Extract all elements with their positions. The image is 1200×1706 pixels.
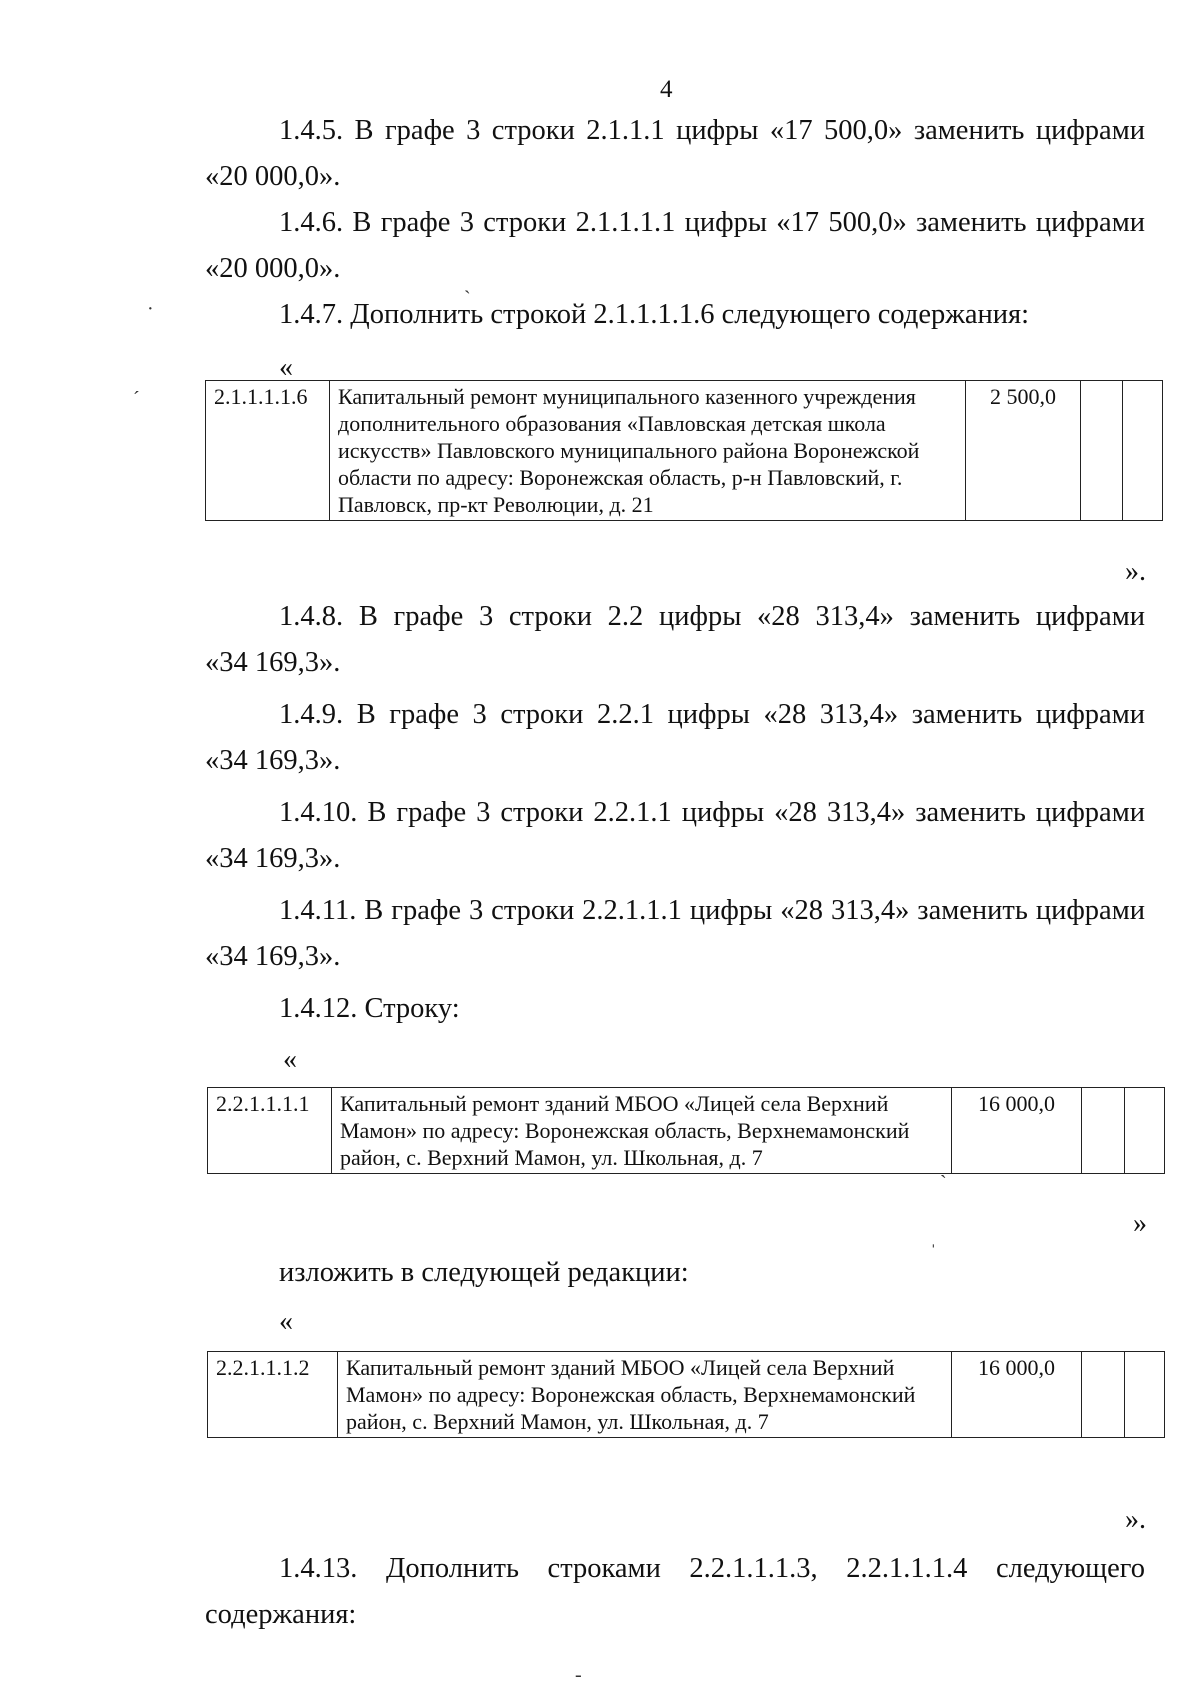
item-1-4-12-text: 1.4.12. Строку: [279,993,460,1024]
row-code: 2.2.1.1.1.2 [208,1352,338,1438]
scan-speck: ˋ [940,1172,947,1194]
table-row-2-2-1-1-1-2 [207,1351,1165,1438]
item-1-4-5-line2: «20 000,0». [205,161,341,192]
page-number: 4 [660,76,673,103]
item-1-4-8-line2: «34 169,3». [205,647,341,678]
restate-text: изложить в следующей редакции: [279,1257,689,1288]
item-1-4-11-line1: 1.4.11. В графе 3 строки 2.2.1.1.1 цифры «28 313,4» заменить цифрами [279,895,1145,926]
item-1-4-13-line1: 1.4.13. Дополнить строками 2.2.1.1.1.3, 2.2.1.1.1.4 следующего [279,1553,1145,1584]
table-row-2-1-1-1-1-6 [205,380,1163,521]
item-1-4-11-line2: «34 169,3». [205,941,341,972]
scan-speck: · [147,298,154,320]
row-amount: 16 000,0 [952,1352,1082,1438]
row-code: 2.2.1.1.1.1 [208,1088,332,1174]
item-1-4-10-line1: 1.4.10. В графе 3 строки 2.2.1.1 цифры «28 313,4» заменить цифрами [279,797,1145,828]
item-1-4-6 [205,200,1145,292]
row-amount: 2 500,0 [966,381,1081,521]
item-1-4-9-line2: «34 169,3». [205,745,341,776]
row-description: Капитальный ремонт зданий МБОО «Лицей села Верхний Мамон» по адресу: Воронежская область, Верхнемамонский район, с. Верхний Мамон, ул. Школьная, д. 7 [332,1088,952,1174]
item-1-4-10 [205,790,1145,882]
item-1-4-5 [205,108,1145,200]
item-1-4-9 [205,692,1145,784]
item-1-4-9-line1: 1.4.9. В графе 3 строки 2.2.1 цифры «28 313,4» заменить цифрами [279,699,1145,730]
row-empty-cell [1082,1088,1125,1174]
close-quote-3: ». [1125,1504,1146,1535]
row-empty-cell [1082,1352,1125,1438]
item-1-4-10-line2: «34 169,3». [205,843,341,874]
open-quote-2: « [283,1044,297,1075]
close-quote-2: » [1133,1208,1147,1239]
scan-speck: ˌ [930,1226,937,1248]
item-1-4-6-line2: «20 000,0». [205,253,341,284]
row-empty-cell [1125,1352,1165,1438]
row-empty-cell [1123,381,1163,521]
item-1-4-11 [205,888,1145,980]
item-1-4-8-line1: 1.4.8. В графе 3 строки 2.2 цифры «28 313,4» заменить цифрами [279,601,1145,632]
item-1-4-8 [205,594,1145,686]
row-description: Капитальный ремонт муниципального казенного учреждения дополнительного образования «Павловская детская школа искусств» Павловского муниципального района Воронежской области по адресу: Воронежская область, р-н Павловский, г. Павловск, пр-кт Революции, д. 21 [330,381,966,521]
open-quote-1: « [279,352,293,383]
row-code: 2.1.1.1.1.6 [206,381,330,521]
item-1-4-5-line1: 1.4.5. В графе 3 строки 2.1.1.1 цифры «17 500,0» заменить цифрами [279,115,1145,146]
row-empty-cell [1125,1088,1165,1174]
item-1-4-13-line2: содержания: [205,1599,357,1630]
row-empty-cell [1081,381,1123,521]
item-1-4-7 [205,292,1145,338]
restate-line [205,1250,1145,1296]
scan-speck: ˎ [464,272,471,294]
scan-speck: - [575,1664,582,1686]
row-description: Капитальный ремонт зданий МБОО «Лицей села Верхний Мамон» по адресу: Воронежская область, Верхнемамонский район, с. Верхний Мамон, ул. Школьная, д. 7 [338,1352,952,1438]
scan-speck: ˊ [133,388,140,410]
table-row-2-2-1-1-1-1 [207,1087,1165,1174]
open-quote-3: « [279,1306,293,1337]
close-quote-1: ». [1125,556,1146,587]
item-1-4-7-text: 1.4.7. Дополнить строкой 2.1.1.1.1.6 следующего содержания: [279,299,1030,330]
item-1-4-12 [205,986,1145,1032]
item-1-4-6-line1: 1.4.6. В графе 3 строки 2.1.1.1.1 цифры «17 500,0» заменить цифрами [279,207,1145,238]
row-amount: 16 000,0 [952,1088,1082,1174]
item-1-4-13 [205,1546,1145,1638]
